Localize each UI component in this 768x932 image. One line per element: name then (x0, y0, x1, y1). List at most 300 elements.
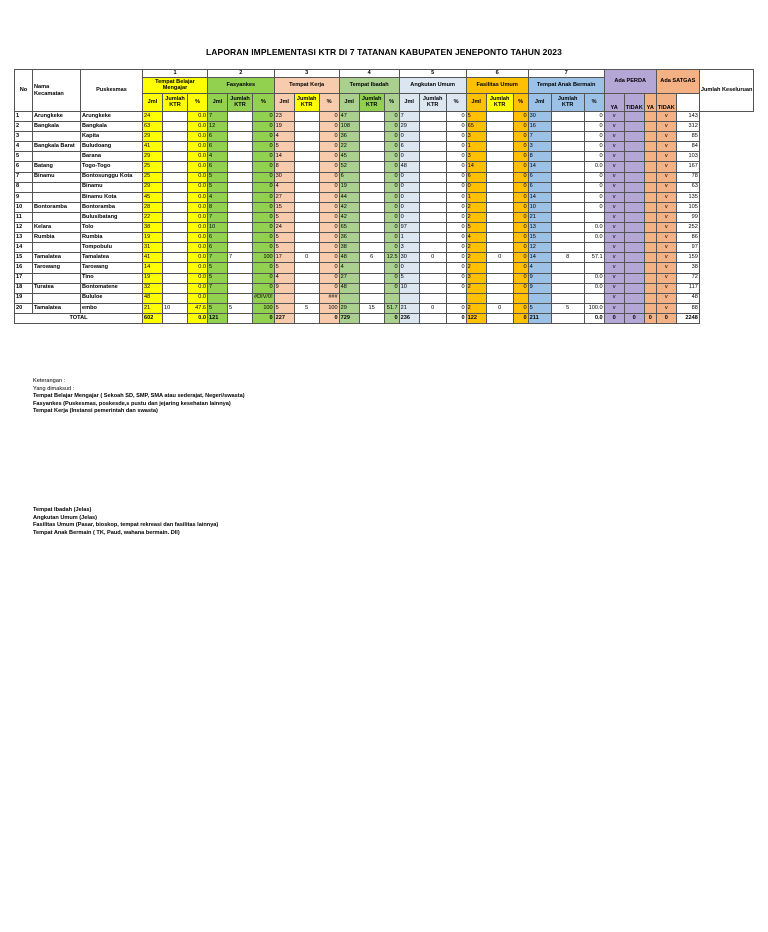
data-cell: 48 (143, 293, 163, 303)
data-cell (486, 263, 513, 273)
puskesmas-cell: Barana (81, 152, 143, 162)
data-cell: 0 (253, 283, 275, 293)
data-cell: 0 (319, 223, 339, 233)
data-cell (644, 273, 656, 283)
data-cell: 0 (319, 243, 339, 253)
data-cell: 0 (513, 243, 528, 253)
data-cell: 0 (253, 162, 275, 172)
puskesmas-cell: Binamu (81, 182, 143, 192)
data-cell: 0 (384, 212, 399, 222)
data-cell: 63 (143, 122, 163, 132)
data-cell: 0 (513, 132, 528, 142)
note-item: Tempat Ibadah (Jelas) (33, 507, 92, 513)
total-cell: 0 (319, 313, 339, 323)
total-cell: 0 (656, 313, 676, 323)
data-cell (359, 122, 384, 132)
data-cell (486, 152, 513, 162)
table-row (15, 132, 754, 142)
data-cell (294, 223, 319, 233)
data-cell: 7 (208, 283, 228, 293)
data-cell (359, 283, 384, 293)
data-cell: 31 (143, 243, 163, 253)
total-cell: 0 (253, 313, 275, 323)
data-cell: v (604, 293, 624, 303)
data-cell (486, 243, 513, 253)
data-cell: v (604, 132, 624, 142)
data-cell: 29 (143, 182, 163, 192)
data-cell: 10 (208, 223, 228, 233)
data-cell: 14 (528, 253, 551, 263)
data-cell: 0.0 (188, 273, 208, 283)
data-cell: 48 (399, 162, 419, 172)
col-no-header: No (15, 70, 33, 112)
data-cell: 48 (339, 253, 359, 263)
data-cell: 312 (676, 122, 699, 132)
data-cell: v (604, 112, 624, 122)
data-cell (384, 293, 399, 303)
data-cell (644, 162, 656, 172)
data-cell: 10 (163, 303, 188, 313)
data-cell: 0 (384, 142, 399, 152)
data-cell: v (656, 192, 676, 202)
data-cell: v (604, 212, 624, 222)
data-cell: 0.0 (188, 182, 208, 192)
data-cell (228, 293, 253, 303)
data-cell: 97 (676, 243, 699, 253)
data-cell: 5 (551, 303, 584, 313)
data-cell: v (656, 223, 676, 233)
data-cell: 0 (446, 253, 466, 263)
sub-pct: % (253, 93, 275, 112)
note-item: Tempat Anak Bermain ( TK, Paud, wahana bermain. Dll) (33, 529, 180, 536)
data-cell: 22 (143, 212, 163, 222)
data-cell: 6 (208, 132, 228, 142)
data-cell: 6 (208, 233, 228, 243)
row-number: 6 (15, 162, 33, 172)
data-cell: 7 (208, 212, 228, 222)
table-row (15, 253, 754, 263)
data-cell: 0.0 (584, 283, 604, 293)
data-cell (163, 273, 188, 283)
data-cell: 10 (528, 202, 551, 212)
data-cell (228, 192, 253, 202)
row-number: 1 (15, 112, 33, 122)
data-cell: 0 (513, 162, 528, 172)
data-cell: 0 (584, 202, 604, 212)
data-cell: 14 (528, 192, 551, 202)
kecamatan-cell: Kelara (33, 223, 81, 233)
puskesmas-cell: embo (81, 303, 143, 313)
puskesmas-cell: Togo-Togo (81, 162, 143, 172)
data-cell: 0 (319, 253, 339, 263)
table-row (15, 122, 754, 132)
data-cell: 8 (551, 253, 584, 263)
data-cell: 6 (466, 172, 486, 182)
data-cell (486, 293, 513, 303)
data-cell: 21 (399, 303, 419, 313)
data-cell: 65 (339, 223, 359, 233)
data-cell: 0.0 (188, 283, 208, 293)
data-cell: 0.0 (188, 132, 208, 142)
data-cell (163, 283, 188, 293)
row-number: 2 (15, 122, 33, 132)
data-cell: 21 (528, 212, 551, 222)
data-cell: 0 (446, 303, 466, 313)
puskesmas-cell: Bangkala (81, 122, 143, 132)
data-cell (359, 182, 384, 192)
total-cell (359, 313, 384, 323)
data-cell: 5 (274, 263, 294, 273)
data-cell: 28 (143, 202, 163, 212)
data-cell: v (656, 273, 676, 283)
table-row (15, 293, 754, 303)
data-cell: 5 (208, 303, 228, 313)
data-cell (551, 233, 584, 243)
data-cell: 0.0 (584, 223, 604, 233)
data-cell: 0 (319, 273, 339, 283)
data-cell: 0 (584, 112, 604, 122)
kecamatan-cell (33, 132, 81, 142)
kecamatan-cell (33, 182, 81, 192)
data-cell: 12.5 (384, 253, 399, 263)
puskesmas-cell: Bontosunggu Kota (81, 172, 143, 182)
data-cell: 135 (676, 192, 699, 202)
data-cell: 0 (253, 152, 275, 162)
data-cell (551, 243, 584, 253)
data-cell: 0 (446, 243, 466, 253)
row-number: 15 (15, 253, 33, 263)
data-cell: 6 (208, 162, 228, 172)
data-cell: 57.1 (584, 253, 604, 263)
data-cell: 0 (446, 233, 466, 243)
row-number: 10 (15, 202, 33, 212)
data-cell: 0.0 (188, 293, 208, 303)
data-cell (551, 263, 584, 273)
data-cell (551, 172, 584, 182)
data-cell (359, 162, 384, 172)
data-cell: 30 (274, 172, 294, 182)
group-name-tempat-ibadah: Tempat Ibadah (339, 77, 399, 93)
data-cell: 16 (528, 122, 551, 132)
table-row (15, 233, 754, 243)
row-number: 7 (15, 172, 33, 182)
data-cell (486, 112, 513, 122)
kecamatan-cell: Batang (33, 162, 81, 172)
data-cell (399, 293, 419, 303)
notes-keterangan: Keterangan : (33, 378, 66, 384)
data-cell: 0 (446, 152, 466, 162)
data-cell: 30 (399, 253, 419, 263)
data-cell: 2 (466, 253, 486, 263)
data-cell: 0 (513, 223, 528, 233)
table-row (15, 182, 754, 192)
data-cell: 0 (319, 112, 339, 122)
data-cell (624, 152, 644, 162)
data-cell: 0 (384, 112, 399, 122)
data-cell: v (604, 263, 624, 273)
table-row (15, 192, 754, 202)
data-cell: 0 (513, 212, 528, 222)
sub-jml: Jml (274, 93, 294, 112)
data-cell: 0 (253, 182, 275, 192)
data-cell: 0 (319, 162, 339, 172)
total-cell (486, 313, 513, 323)
data-cell: 38 (676, 263, 699, 273)
data-cell: 0 (513, 112, 528, 122)
data-cell: 0 (513, 233, 528, 243)
data-cell (359, 293, 384, 303)
puskesmas-cell: Rumbia (81, 233, 143, 243)
data-cell: 100 (253, 253, 275, 263)
kecamatan-cell: Binamu (33, 172, 81, 182)
data-cell: 0 (446, 142, 466, 152)
data-cell: v (656, 263, 676, 273)
satgas-ya: YA (644, 93, 656, 112)
data-cell (359, 223, 384, 233)
data-cell (228, 263, 253, 273)
data-cell (419, 243, 446, 253)
data-cell: 0 (319, 172, 339, 182)
data-cell: v (604, 172, 624, 182)
data-cell: v (656, 152, 676, 162)
data-cell: v (604, 192, 624, 202)
note-item: Angkutan Umum (Jelas) (33, 514, 98, 521)
data-cell: v (656, 132, 676, 142)
data-cell: 0 (486, 303, 513, 313)
data-cell: v (604, 253, 624, 263)
data-cell: 5 (274, 243, 294, 253)
data-cell (163, 162, 188, 172)
data-cell (294, 233, 319, 243)
data-cell: 0 (384, 283, 399, 293)
data-cell: 0 (446, 162, 466, 172)
data-cell (359, 212, 384, 222)
puskesmas-cell: Bululoe (81, 293, 143, 303)
data-cell: 117 (676, 283, 699, 293)
data-cell: 0 (253, 202, 275, 212)
data-cell: 0 (384, 172, 399, 182)
data-cell (644, 172, 656, 182)
sub-pct: % (188, 93, 208, 112)
sub-pct: % (384, 93, 399, 112)
data-cell: 6 (528, 172, 551, 182)
data-cell: 5 (208, 273, 228, 283)
data-cell: 2 (466, 212, 486, 222)
data-cell (624, 273, 644, 283)
row-number: 20 (15, 303, 33, 313)
sub-jml: Jml (528, 93, 551, 112)
sub-jumlah-ktr: Jumlah KTR (359, 93, 384, 112)
table-row (15, 273, 754, 283)
total-column-header: Jumlah Keseluruan (699, 70, 754, 112)
data-cell: 8 (528, 152, 551, 162)
data-cell: 0 (446, 273, 466, 283)
data-cell (419, 202, 446, 212)
kecamatan-cell (33, 273, 81, 283)
data-cell (584, 212, 604, 222)
data-cell: 0 (384, 162, 399, 172)
data-cell: 5 (399, 273, 419, 283)
data-cell: 0 (513, 202, 528, 212)
data-cell: 0 (446, 202, 466, 212)
data-cell (294, 182, 319, 192)
data-cell: 0 (446, 132, 466, 142)
data-cell: 0 (584, 132, 604, 142)
data-cell: v (656, 293, 676, 303)
data-cell (274, 293, 294, 303)
data-cell: 0 (419, 253, 446, 263)
data-cell (359, 172, 384, 182)
note-item: Tempat Belajar Mengajar ( Sekoah SD, SMP, SMA atau sederajat, Negeri/swasta) (33, 393, 245, 400)
data-cell (294, 212, 319, 222)
data-cell (294, 132, 319, 142)
table-row (15, 243, 754, 253)
puskesmas-cell: Tolo (81, 223, 143, 233)
data-cell (644, 192, 656, 202)
data-cell: v (656, 233, 676, 243)
data-cell (624, 293, 644, 303)
data-cell (163, 132, 188, 142)
sub-pct: % (584, 93, 604, 112)
row-number: 8 (15, 182, 33, 192)
data-cell: 103 (676, 152, 699, 162)
data-cell: 38 (143, 223, 163, 233)
data-cell: 27 (274, 192, 294, 202)
data-cell (163, 122, 188, 132)
data-cell (644, 263, 656, 273)
kecamatan-cell: Bontoramba (33, 202, 81, 212)
data-cell: v (656, 142, 676, 152)
table-row (15, 172, 754, 182)
table-row (15, 142, 754, 152)
data-cell: 0 (513, 122, 528, 132)
kecamatan-cell (33, 243, 81, 253)
data-cell (294, 202, 319, 212)
puskesmas-cell: Bontoramba (81, 202, 143, 212)
data-cell: 3 (528, 142, 551, 152)
data-cell: 167 (676, 162, 699, 172)
data-cell: ### (319, 293, 339, 303)
data-cell: 2 (466, 303, 486, 313)
data-cell: 0.0 (188, 142, 208, 152)
note-item: Fasilitas Umum (Pasar, bioskop, tempat rekreasi dan fasilitas lainnya) (33, 522, 219, 529)
total-cell: 0 (604, 313, 624, 323)
total-cell: 0 (384, 313, 399, 323)
data-cell (486, 162, 513, 172)
satgas-tidak: TIDAK (656, 93, 676, 112)
table-row (15, 112, 754, 122)
data-cell: 17 (274, 253, 294, 263)
data-cell (228, 283, 253, 293)
data-cell (551, 132, 584, 142)
data-cell: 0.0 (584, 233, 604, 243)
data-cell: v (656, 172, 676, 182)
puskesmas-cell: Bontomatene (81, 283, 143, 293)
total-cell: 0.0 (188, 313, 208, 323)
data-cell (163, 243, 188, 253)
data-cell: 5 (274, 142, 294, 152)
row-number: 9 (15, 192, 33, 202)
data-cell: 29 (399, 122, 419, 132)
group-number: 6 (466, 70, 528, 78)
data-cell (228, 243, 253, 253)
data-cell: 0 (319, 152, 339, 162)
data-cell: 38 (339, 243, 359, 253)
group-number: 5 (399, 70, 466, 78)
data-cell (624, 132, 644, 142)
data-cell: 7 (399, 112, 419, 122)
data-cell (551, 182, 584, 192)
data-cell (551, 162, 584, 172)
total-cell: 602 (143, 313, 163, 323)
data-cell (163, 263, 188, 273)
data-cell: 159 (676, 253, 699, 263)
data-cell (551, 223, 584, 233)
data-cell (228, 233, 253, 243)
data-cell: 36 (339, 132, 359, 142)
total-cell: 2248 (676, 313, 699, 323)
data-cell: 252 (676, 223, 699, 233)
data-cell: 143 (676, 112, 699, 122)
sub-jml: Jml (399, 93, 419, 112)
data-cell: v (656, 182, 676, 192)
data-cell: 8 (208, 202, 228, 212)
data-cell: 7 (228, 253, 253, 263)
kecamatan-cell: Tarowang (33, 263, 81, 273)
data-cell: v (656, 112, 676, 122)
data-cell: 8 (274, 162, 294, 172)
col-kecamatan-header: Nama Kecamatan (33, 70, 81, 112)
data-cell (163, 293, 188, 303)
satgas-header: Ada SATGAS (656, 70, 699, 94)
note-item: Tempat Kerja (Instansi pemerintah dan swasta) (33, 408, 158, 415)
data-cell (294, 142, 319, 152)
data-cell: 85 (676, 132, 699, 142)
notes-dimaksud: Yang dimaksud : (33, 385, 75, 392)
data-cell: 86 (676, 233, 699, 243)
data-cell: 6 (399, 142, 419, 152)
kecamatan-cell (33, 192, 81, 202)
data-cell: 0 (513, 142, 528, 152)
row-number: 4 (15, 142, 33, 152)
data-cell: 0 (399, 152, 419, 162)
data-cell: 0 (384, 182, 399, 192)
data-cell (294, 122, 319, 132)
data-cell: 21 (143, 303, 163, 313)
data-cell (551, 112, 584, 122)
data-cell (419, 223, 446, 233)
data-cell (419, 212, 446, 222)
data-cell (359, 112, 384, 122)
data-cell: 9 (528, 273, 551, 283)
data-cell: v (656, 162, 676, 172)
data-cell (644, 152, 656, 162)
data-cell (486, 233, 513, 243)
data-cell: 3 (466, 273, 486, 283)
data-cell (419, 112, 446, 122)
data-cell: 9 (528, 283, 551, 293)
data-cell: 9 (274, 283, 294, 293)
data-cell: 0 (446, 283, 466, 293)
data-cell: 19 (143, 273, 163, 283)
sub-jumlah-ktr: Jumlah KTR (294, 93, 319, 112)
data-cell: 15 (359, 303, 384, 313)
total-cell: 211 (528, 313, 551, 323)
table-row (15, 263, 754, 273)
data-cell (419, 142, 446, 152)
total-label: TOTAL (15, 313, 143, 323)
data-cell (486, 212, 513, 222)
